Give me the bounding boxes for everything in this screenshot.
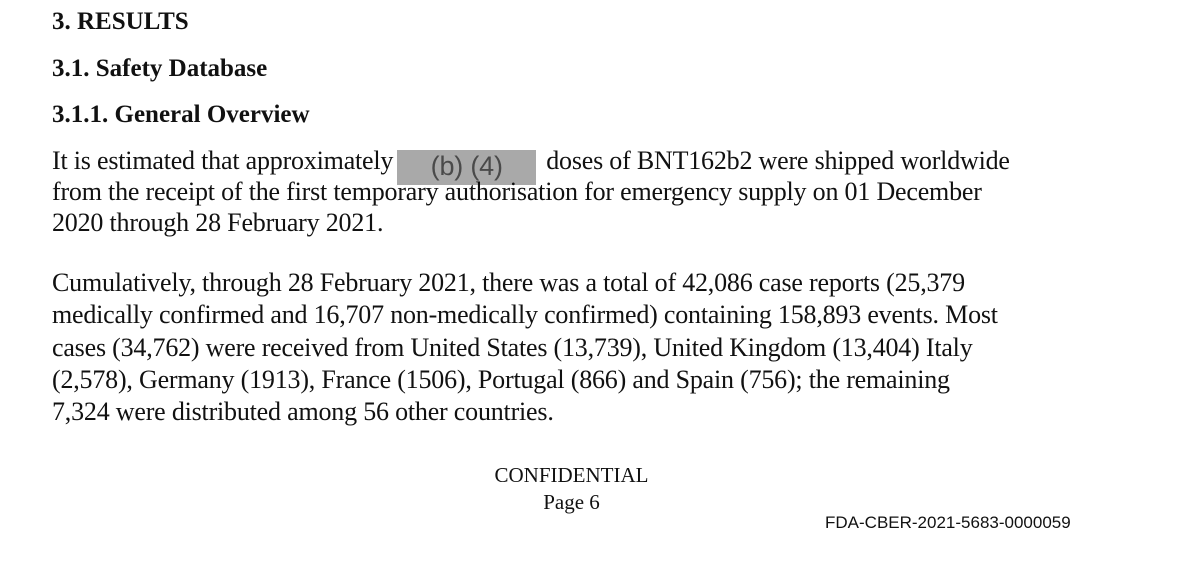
text-line: from the receipt of the first temporary authorisation for emergency supply on 01 December (52, 177, 982, 206)
subsection-heading: 3.1. Safety Database (52, 55, 268, 82)
subsubsection-heading: 3.1.1. General Overview (52, 101, 310, 128)
text: doses of BNT162b2 were shipped worldwide (546, 146, 1010, 175)
text-line: 2020 through 28 February 2021. (52, 208, 384, 237)
page-number: Page 6 (543, 490, 600, 514)
redaction-box: (b) (4) (397, 150, 536, 185)
text-line: medically confirmed and 16,707 non-medically confirmed) containing 158,893 events. Most (52, 300, 998, 329)
text: It is estimated that approximately (52, 146, 394, 175)
document-id: FDA-CBER-2021-5683-0000059 (825, 513, 1071, 532)
text-line: 7,324 were distributed among 56 other countries. (52, 397, 554, 426)
text-line: cases (34,762) were received from United States (13,739), United Kingdom (13,404) Italy (52, 333, 973, 362)
section-heading: 3. RESULTS (52, 8, 189, 35)
text-line: Cumulatively, through 28 February 2021, there was a total of 42,086 case reports (25,379 (52, 268, 965, 297)
confidential-label: CONFIDENTIAL (494, 463, 649, 487)
text-line: (2,578), Germany (1913), France (1506), Portugal (866) and Spain (756); the remaining (52, 365, 950, 394)
